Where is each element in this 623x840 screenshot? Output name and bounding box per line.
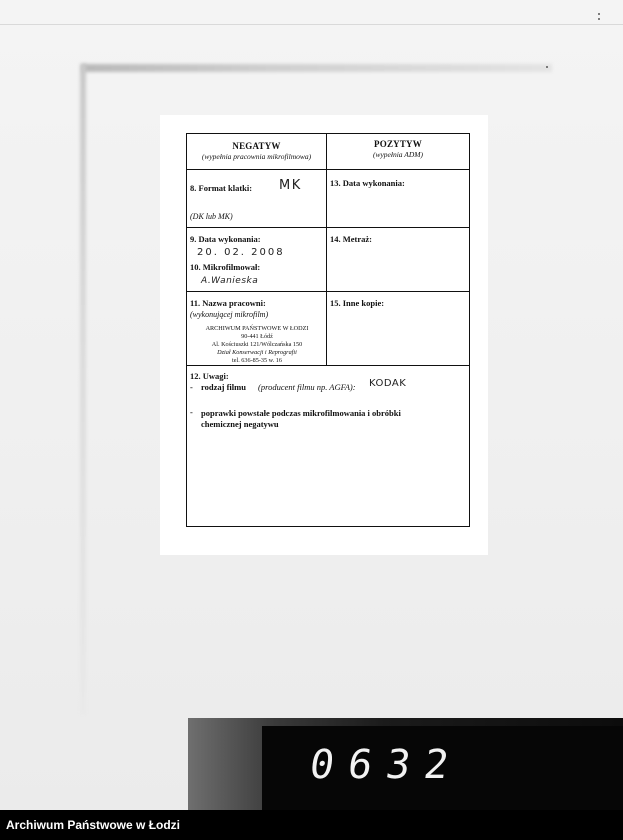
copies-label: 15. Inne kopie: <box>330 298 385 308</box>
bullet-2: - <box>190 407 193 417</box>
negatyw-title: NEGATYW <box>232 141 281 151</box>
form-row-remarks <box>187 366 469 526</box>
metraz-label: 14. Metraż: <box>330 234 373 244</box>
remarks-label: 12. Uwagi: <box>190 371 229 381</box>
pozytyw-date-label: 13. Data wykonania: <box>330 178 405 188</box>
scan-shadow-left <box>80 64 86 714</box>
dust-speck <box>598 13 600 15</box>
pozytyw-subtitle: (wypełnia ADM) <box>372 150 424 159</box>
pozytyw-title: POZYTYW <box>374 139 422 149</box>
stamp-line-phone: tel. 636-85-35 w. 16 <box>232 357 282 364</box>
scan-shadow-top <box>82 64 552 72</box>
film-type-hint: (producent filmu np. AGFA): <box>258 382 356 392</box>
pozytyw-date-cell <box>327 170 469 227</box>
stamp-line-postcode: 90-441 Łódź <box>241 333 273 340</box>
footer-bar <box>0 810 623 840</box>
stamp-line-name: ARCHIWUM PAŃSTWOWE W ŁODZI <box>205 325 309 332</box>
film-type-value: KODAK <box>369 378 407 389</box>
frame-counter: 0632 <box>306 742 466 788</box>
format-cell <box>187 170 327 227</box>
form-row-lab <box>187 292 469 366</box>
copies-cell <box>327 292 469 365</box>
author-signature: A.Wanieska <box>201 276 259 286</box>
lab-hint: (wykonującej mikrofilm) <box>190 310 269 319</box>
dust-speck <box>598 18 600 20</box>
footer-archive-name: Archiwum Państwowe w Łodzi <box>6 818 181 832</box>
date-value: 20. 02. 2008 <box>197 247 285 258</box>
bullet-1: - <box>190 382 193 392</box>
form-header-row <box>187 134 469 170</box>
form-row-format <box>187 170 469 228</box>
microfilm-form <box>186 133 470 527</box>
form-row-date <box>187 228 469 292</box>
film-type-label: rodzaj filmu <box>201 382 246 392</box>
format-label: 8. Format klatki: <box>190 183 253 193</box>
corrections-line1: poprawki powstałe podczas mikrofilmowania i obróbki <box>201 408 401 418</box>
lab-cell <box>187 292 327 365</box>
stamp-line-address: Al. Kościuszki 121/Wólczańska 150 <box>211 341 303 348</box>
stamp-line-department: Dział Konserwacji i Reprografii <box>217 349 297 356</box>
pozytyw-header <box>327 134 469 169</box>
negatyw-header <box>187 134 327 169</box>
format-hint: (DK lub MK) <box>190 212 233 221</box>
date-label: 9. Data wykonania: <box>190 234 261 244</box>
corrections-line2: chemicznej negatywu <box>201 419 279 429</box>
author-label: 10. Mikrofilmował: <box>190 262 261 272</box>
metraz-cell <box>327 228 469 291</box>
lab-label: 11. Nazwa pracowni: <box>190 298 266 308</box>
negatyw-subtitle: (wypełnia pracownia mikrofilmowa) <box>201 152 312 161</box>
date-author-cell <box>187 228 327 291</box>
format-value: MK <box>279 178 302 193</box>
dust-speck <box>546 66 548 68</box>
scan-edge-line <box>0 24 623 25</box>
archive-stamp <box>187 325 327 365</box>
